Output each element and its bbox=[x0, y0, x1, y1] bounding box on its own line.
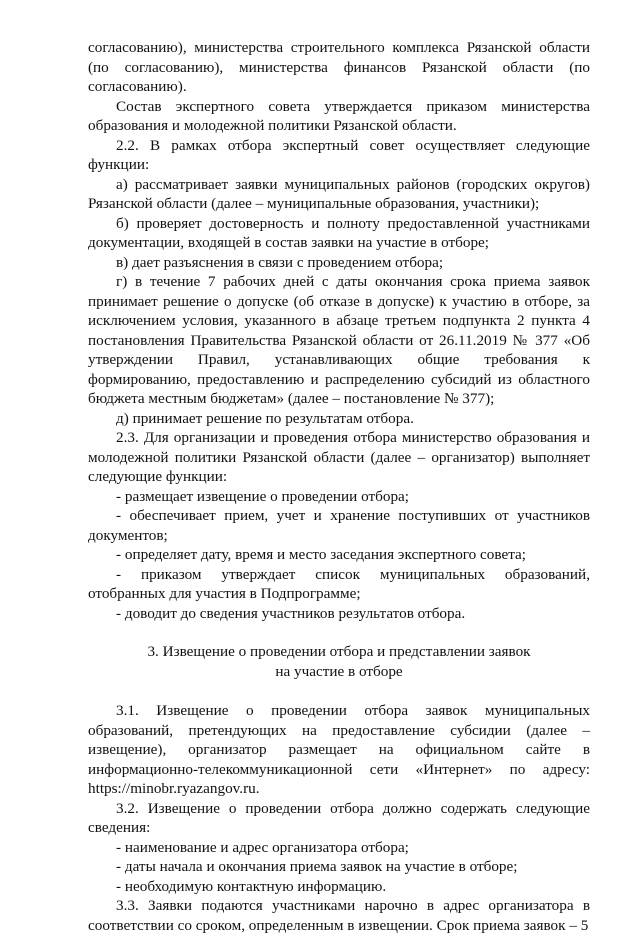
paragraph-3-2: 3.2. Извещение о проведении отбора должно содержать следующие сведения: bbox=[88, 799, 590, 836]
paragraph-3-3: 3.3. Заявки подаются участниками нарочно в адрес организатора в соответствии со сроком, определенным в извещении. Срок приема заявок – 5 bbox=[88, 897, 590, 934]
list-item-approve-list: - приказом утверждает список муниципальных образований, отобранных для участия в Подпрограмме; bbox=[88, 565, 590, 602]
list-item-inform-participants: - доводит до сведения участников результатов отбора. bbox=[116, 604, 466, 622]
paragraph-2-3: 2.3. Для организации и проведения отбора министерство образования и молодежной политики Рязанской области (далее – организатор) выполняет следующие функции: bbox=[88, 429, 590, 485]
list-item-accept-documents: - обеспечивает прием, учет и хранение поступивших от участников документов; bbox=[88, 507, 590, 544]
section-3-heading-line2: на участие в отборе bbox=[275, 662, 403, 680]
list-item-meeting-date: - определяет дату, время и место заседания экспертного совета; bbox=[116, 546, 526, 563]
paragraph-2-2-b: б) проверяет достоверность и полноту предоставленной участниками документации, входящей в состав заявки на участие в отборе; bbox=[88, 214, 590, 251]
paragraph-2-2-d: д) принимает решение по результатам отбора. bbox=[116, 409, 414, 427]
paragraph-2-2-v: в) дает разъяснения в связи с проведением отбора; bbox=[116, 253, 444, 271]
list-item-publish-notice: - размещает извещение о проведении отбора; bbox=[116, 487, 409, 505]
paragraph-2-2-g: г) в течение 7 рабочих дней с даты окончания срока приема заявок принимает решение о допуске (об отказе в допуске) к участию в отборе, за исключением условия, указанного в абзаце третьем подпункта 2 пункта 4 постановления Правительства Рязанской области от 26.11.2019 № 377 «Об утверждении Правил, устанавливающих общие требования к формированию, предоставлению и распределению субсидий из областного бюджета местным бюджетам» (далее – постановление № 377); bbox=[88, 273, 590, 407]
document-page bbox=[88, 38, 590, 935]
paragraph-council-composition: Состав экспертного совета утверждается приказом министерства образования и молодежной политики Рязанской области. bbox=[88, 97, 590, 134]
list-item-organizer-address: - наименование и адрес организатора отбора; bbox=[116, 838, 409, 856]
list-item-dates: - даты начала и окончания приема заявок на участие в отборе; bbox=[116, 858, 518, 875]
list-item-contact-info: - необходимую контактную информацию. bbox=[116, 877, 387, 895]
paragraph-2-2-a: а) рассматривает заявки муниципальных районов (городских округов) Рязанской области (далее – муниципальные образования, участники); bbox=[88, 175, 590, 212]
paragraph-continuation: согласованию), министерства строительного комплекса Рязанской области (по согласованию), министерства финансов Рязанской области (по согласованию). bbox=[88, 39, 590, 95]
paragraph-3-1: 3.1. Извещение о проведении отбора заявок муниципальных образований, претендующих на предоставление субсидии (далее – извещение), организатор размещает на официальном сайте в информационно-телекоммуникационной сети «Интернет» по адресу: https://minobr.ryazangov.ru. bbox=[88, 702, 590, 797]
section-3-heading-line1: 3. Извещение о проведении отбора и представлении заявок bbox=[147, 643, 531, 660]
paragraph-2-2: 2.2. В рамках отбора экспертный совет осуществляет следующие функции: bbox=[88, 136, 590, 173]
